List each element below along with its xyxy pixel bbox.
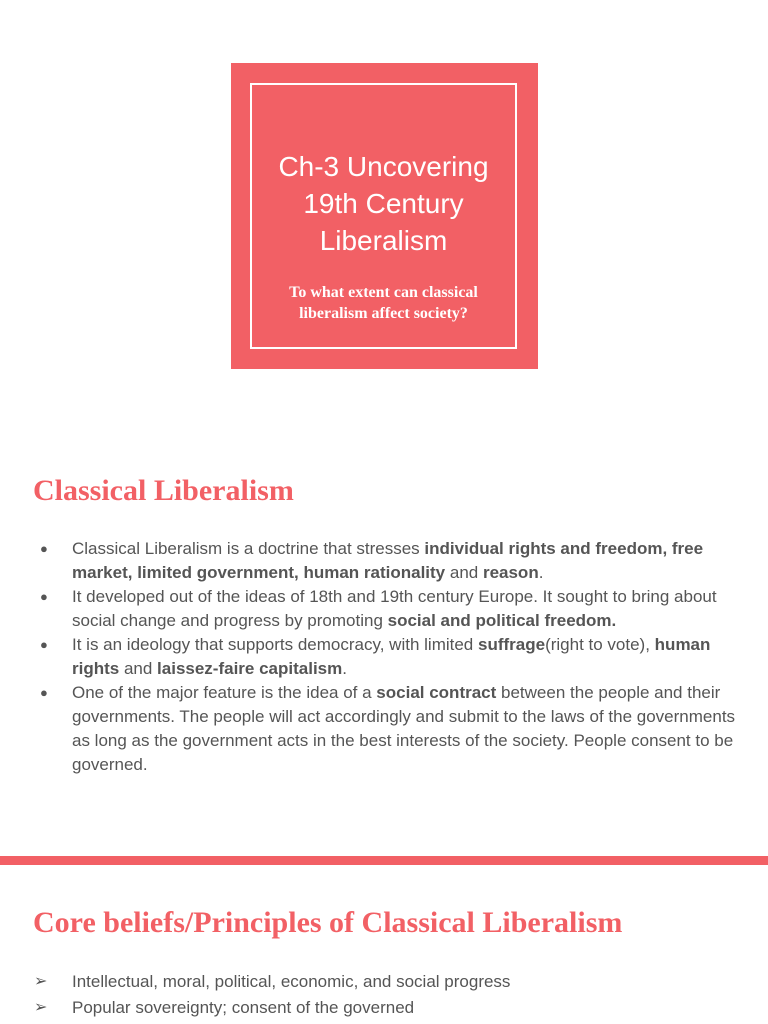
core-beliefs-bullet-list [33,969,743,1021]
bullet-text: It is an ideology that supports democracy, with limited [72,635,478,654]
slide-title: Ch-3 Uncovering 19th Century Liberalism [278,151,489,256]
bullet-emphasis: laissez-faire capitalism [157,659,343,678]
section-heading-core-beliefs: Core beliefs/Principles of Classical Liberalism [33,906,623,939]
bullet-text: Popular sovereignty; consent of the governed [72,998,415,1017]
bullet-emphasis: human rights [72,635,711,678]
title-card [231,63,538,369]
bullet-text: Intellectual, moral, political, economic, and social progress [72,972,511,991]
bullet-text: It developed out of the ideas of 18th and 19th century Europe. It sought to bring about social change and progress by promoting [72,587,717,630]
classical-liberalism-bullet-list [33,537,743,777]
bullet-dot-icon: ● [40,685,48,700]
bullet-text: . [538,563,544,582]
bullet-text: and [445,563,483,582]
section-divider [0,856,768,865]
bullet-emphasis: individual rights and freedom, free market, limited government, human rationality [72,539,704,582]
bullet-dot-icon: ● [40,637,48,652]
list-item [33,537,743,585]
bullet-dot-icon: ● [40,589,48,604]
bullet-text: (right to vote), [545,635,655,654]
bullet-text: between the people and their governments. The people will act accordingly and submit to the laws of the governments as long as the government acts in the best interests of the society. People consent to be governed. [72,683,736,774]
bullet-text: and [119,659,158,678]
bullet-text: Classical Liberalism is a doctrine that stresses [72,539,425,558]
bullet-text: . [342,659,347,678]
list-item [33,681,743,777]
bullet-emphasis: reason [482,563,539,582]
title-card-frame [250,83,517,349]
section-heading-classical-liberalism: Classical Liberalism [33,474,294,507]
bullet-dot-icon: ● [40,541,48,556]
list-item [33,585,743,633]
list-item [33,969,743,995]
bullet-emphasis: social contract [376,683,497,702]
list-item [33,633,743,681]
arrow-bullet-icon: ➢ [34,973,48,990]
arrow-bullet-icon: ➢ [34,999,48,1016]
bullet-text: One of the major feature is the idea of a [72,683,377,702]
list-item [33,995,743,1021]
bullet-emphasis: social and political freedom. [387,611,617,630]
slide-subtitle: To what extent can classical liberalism affect society? [289,284,478,322]
bullet-emphasis: suffrage [477,635,546,654]
